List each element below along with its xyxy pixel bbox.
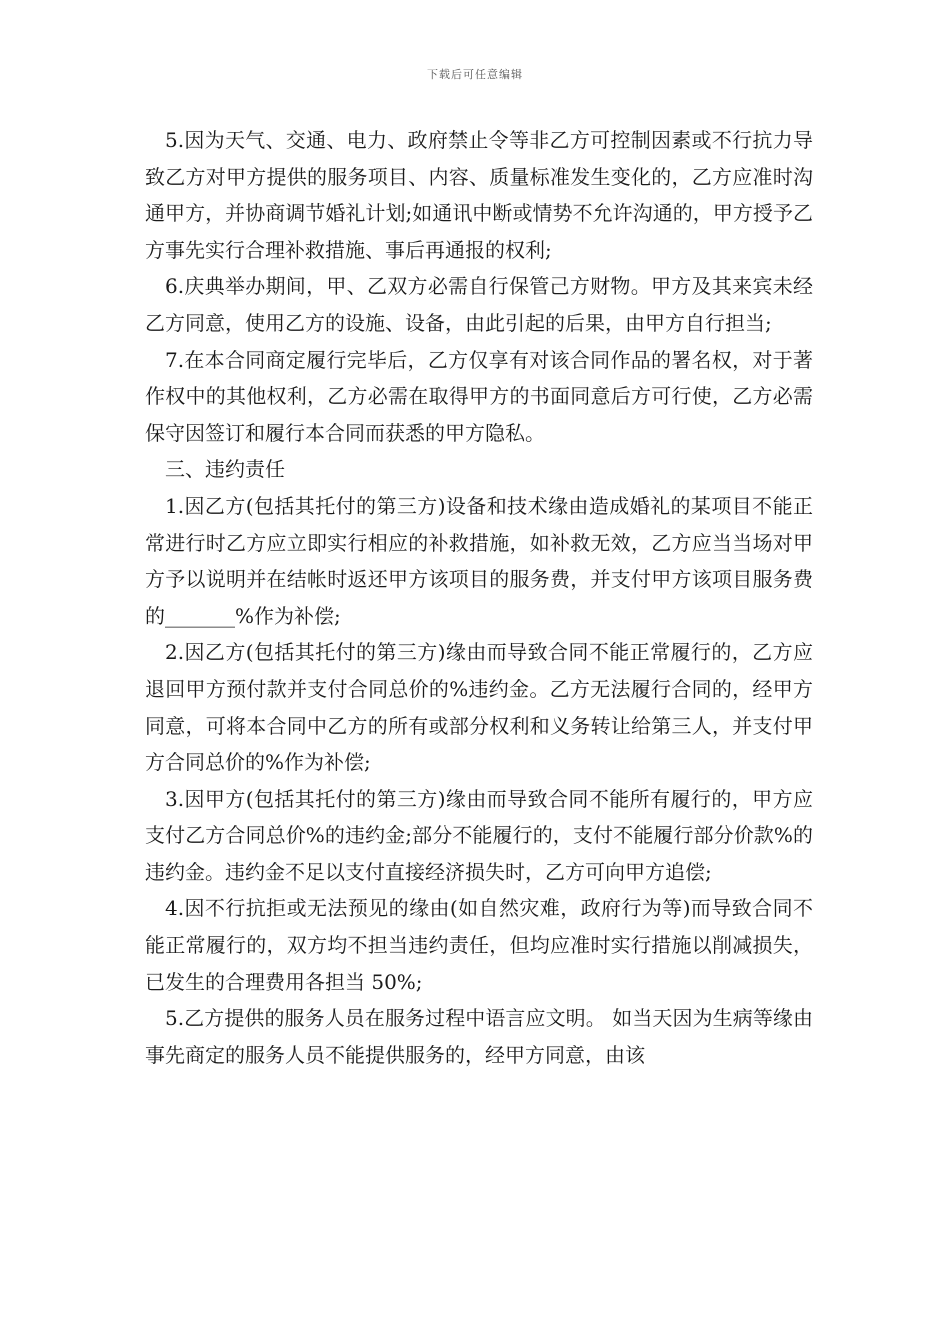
clause-paragraph: 6.庆典举办期间，甲、乙双方必需自行保管己方财物。甲方及其来宾未经乙方同意，使用乙方的设施、设备，由此引起的后果，由甲方自行担当; xyxy=(145,274,813,335)
clause-paragraph: 7.在本合同商定履行完毕后，乙方仅享有对该合同作品的署名权，对于著作权中的其他权利，乙方必需在取得甲方的书面同意后方可行使，乙方必需保守因签订和履行本合同而获悉的甲方隐私。 xyxy=(145,347,813,445)
clause-paragraph: 3.因甲方(包括其托付的第三方)缘由而导致合同不能所有履行的，甲方应支付乙方合同总价%的违约金;部分不能履行的，支付不能履行部分价款%的违约金。违约金不足以支付直接经济损失时，乙方可向甲方追偿; xyxy=(145,786,813,884)
page-header: 下载后可任意编辑 xyxy=(427,68,523,81)
clause-paragraph: 5.乙方提供的服务人员在服务过程中语言应文明。 如当天因为生病等缘由事先商定的服务人员不能提供服务的，经甲方同意，由该 xyxy=(145,1006,813,1067)
clause-paragraph: 2.因乙方(包括其托付的第三方)缘由而导致合同不能正常履行的，乙方应退回甲方预付款并支付合同总价的%违约金。乙方无法履行合同的，经甲方同意，可将本合同中乙方的所有或部分权利和义务转让给第三人，并支付甲方合同总价的%作为补偿; xyxy=(145,640,813,775)
section-heading: 三、违约责任 xyxy=(165,457,285,482)
clause-paragraph: 1.因乙方(包括其托付的第三方)设备和技术缘由造成婚礼的某项目不能正常进行时乙方应立即实行相应的补救措施，如补救无效，乙方应当当场对甲方予以说明并在结帐时返还甲方该项目的服务费，并支付甲方该项目服务费的_______%作为补偿; xyxy=(145,493,813,628)
clause-paragraph: 5.因为天气、交通、电力、政府禁止令等非乙方可控制因素或不行抗力导致乙方对甲方提供的服务项目、内容、质量标准发生变化的，乙方应准时沟通甲方，并协商调节婚礼计划;如通讯中断或情势不允许沟通的，甲方授予乙方事先实行合理补救措施、事后再通报的权利; xyxy=(145,128,813,262)
clause-paragraph: 4.因不行抗拒或无法预见的缘由(如自然灾难，政府行为等)而导致合同不能正常履行的，双方均不担当违约责任，但均应准时实行措施以削减损失，已发生的合理费用各担当 50%; xyxy=(145,896,813,994)
document-body xyxy=(145,122,813,1073)
